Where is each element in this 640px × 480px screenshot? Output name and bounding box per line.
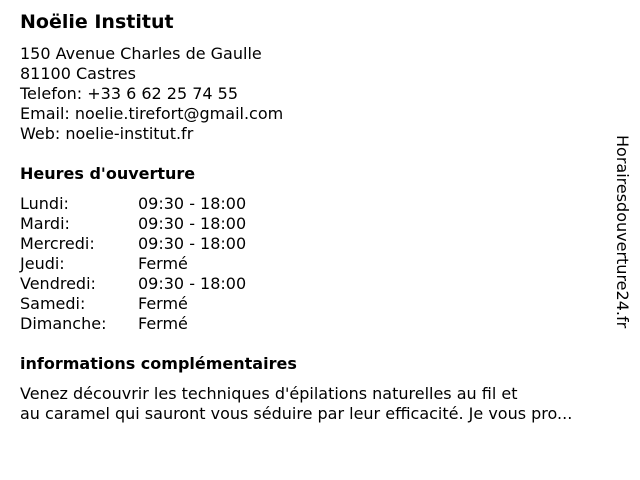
description-line-2: au caramel qui sauront vous séduire par leur efficacité. Je vous pro... bbox=[20, 404, 573, 423]
day-hours: 09:30 - 18:00 bbox=[138, 194, 247, 213]
hours-row-friday bbox=[20, 274, 300, 294]
phone-number: Telefon: +33 6 62 25 74 55 bbox=[20, 84, 239, 103]
description-text bbox=[20, 384, 630, 424]
hours-table bbox=[20, 194, 300, 334]
email-address: Email: noelie.tirefort@gmail.com bbox=[20, 104, 284, 123]
contact-block bbox=[20, 44, 283, 144]
day-label: Dimanche: bbox=[20, 314, 107, 333]
day-label: Jeudi: bbox=[20, 254, 65, 273]
hours-row-wednesday bbox=[20, 234, 300, 254]
day-label: Vendredi: bbox=[20, 274, 96, 293]
website: Web: noelie-institut.fr bbox=[20, 124, 194, 143]
day-hours: Fermé bbox=[138, 254, 188, 273]
address-line-1: 150 Avenue Charles de Gaulle bbox=[20, 44, 262, 63]
hours-heading: Heures d'ouverture bbox=[20, 164, 196, 183]
hours-row-sunday bbox=[20, 314, 300, 334]
day-hours: Fermé bbox=[138, 314, 188, 333]
day-hours: 09:30 - 18:00 bbox=[138, 214, 247, 233]
day-hours: 09:30 - 18:00 bbox=[138, 274, 247, 293]
day-label: Lundi: bbox=[20, 194, 69, 213]
address-line-2: 81100 Castres bbox=[20, 64, 136, 83]
site-watermark: Horairesdouverture24.fr bbox=[613, 135, 632, 329]
info-heading: informations complémentaires bbox=[20, 354, 297, 373]
day-label: Mercredi: bbox=[20, 234, 95, 253]
hours-row-thursday bbox=[20, 254, 300, 274]
day-label: Samedi: bbox=[20, 294, 86, 313]
hours-row-monday bbox=[20, 194, 300, 214]
hours-row-tuesday bbox=[20, 214, 300, 234]
day-hours: 09:30 - 18:00 bbox=[138, 234, 247, 253]
day-label: Mardi: bbox=[20, 214, 70, 233]
day-hours: Fermé bbox=[138, 294, 188, 313]
hours-row-saturday bbox=[20, 294, 300, 314]
description-line-1: Venez découvrir les techniques d'épilations naturelles au fil et bbox=[20, 384, 518, 403]
business-name: Noëlie Institut bbox=[20, 11, 174, 33]
